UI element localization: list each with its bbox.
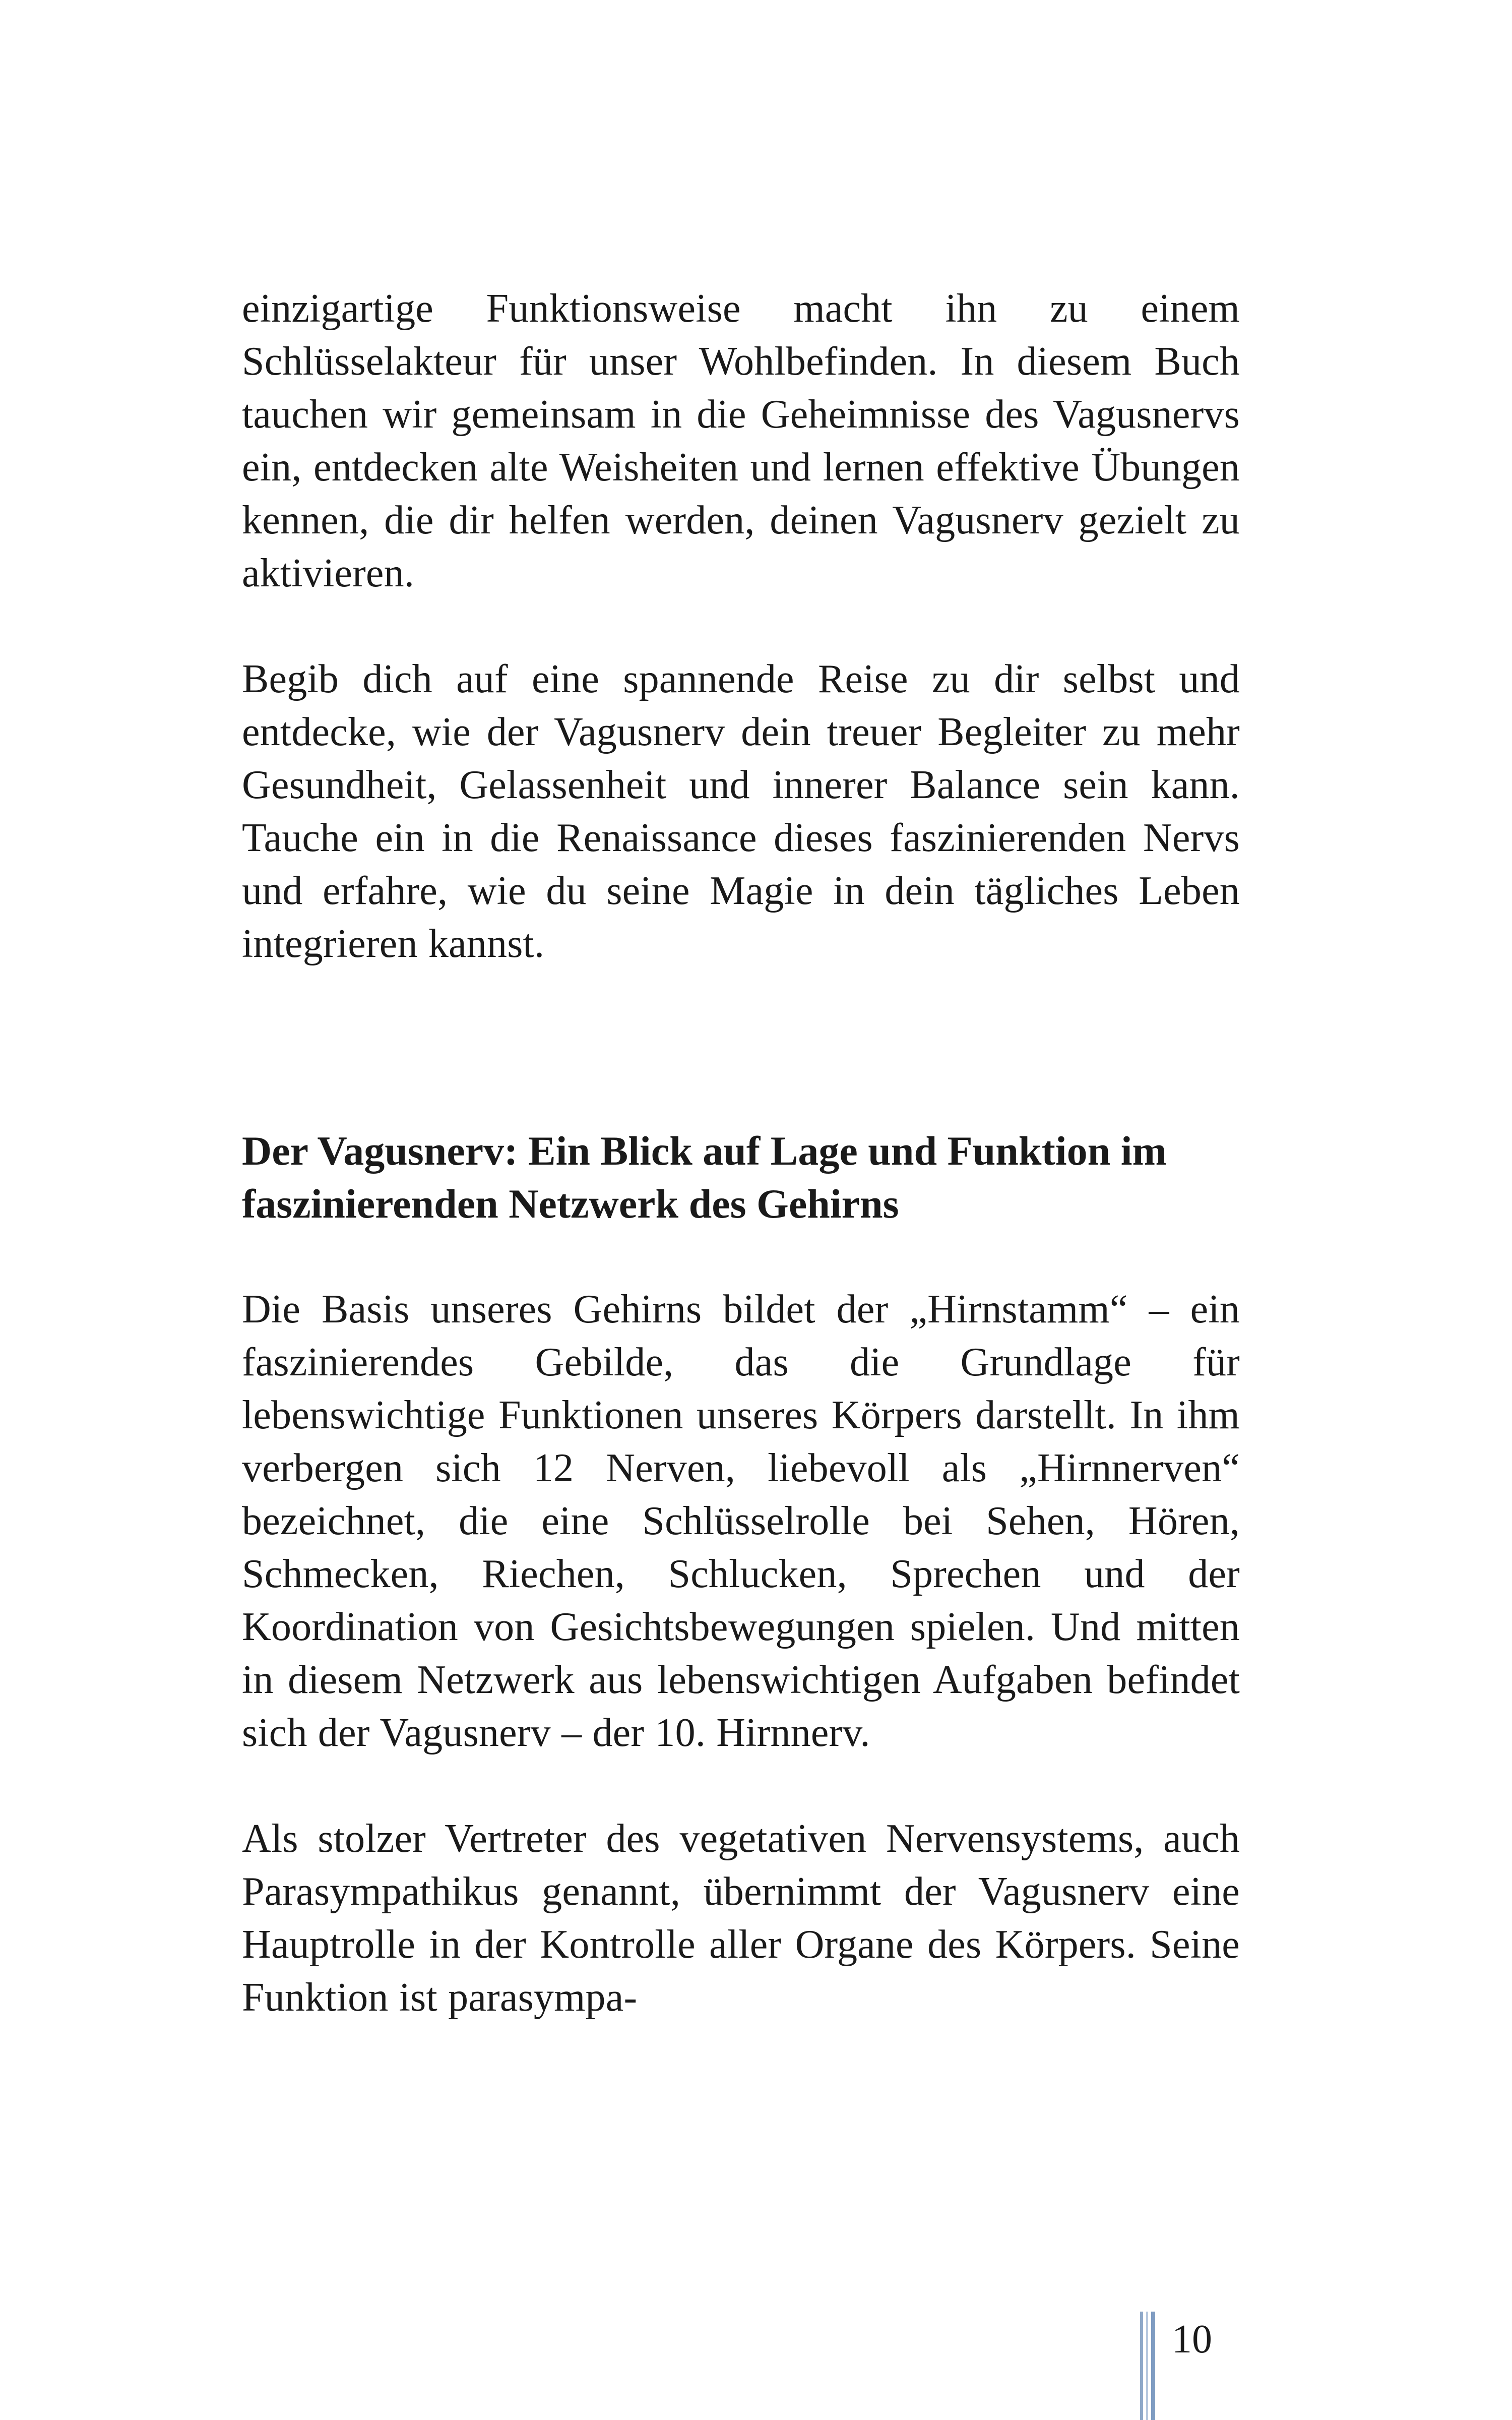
page-number: 10 (1172, 2317, 1212, 2362)
heading-spacer (242, 1230, 1240, 1283)
marker-line (1146, 2312, 1148, 2420)
marker-line (1151, 2312, 1155, 2420)
paragraph-hirnstamm: Die Basis unseres Gehirns bildet der „Hirnstamm“ – ein faszinierendes Gebilde, das die Grundlage für lebenswichtige Funktionen unseres Körpers darstellt. In ihm verbergen sich 12 Nerven, liebevoll als „Hirnnerven“ bezeichnet, die eine Schlüsselrolle bei Sehen, Hören, Schmecken, Riechen, Schlucken, Sprechen und der Koordination von Gesichtsbewegungen spielen. Und mitten in diesem Netzwerk aus lebenswichtigen Aufgaben befindet sich der Vagusnerv – der 10. Hirnnerv. (242, 1287, 1240, 1755)
page-edge-marker (1140, 2312, 1160, 2420)
paragraph-spacer (242, 600, 1240, 653)
paragraph-spacer (242, 1760, 1240, 1812)
paragraph-journey: Begib dich auf eine spannende Reise zu dir selbst und entdecke, wie der Vagusnerv dein treuer Begleiter zu mehr Gesundheit, Gelassenheit und innerer Balance sein kann. Tauche ein in die Renaissance dieses faszinierenden Nervs und erfahre, wie du seine Magie in dein tägliches Leben integrieren kannst. (242, 657, 1240, 966)
paragraph-intro-continuation: einzigartige Funktionsweise macht ihn zu einem Schlüsselakteur für unser Wohlbefinden. In diesem Buch tauchen wir gemeinsam in die Geheimnisse des Vagusnervs ein, entdecken alte Weisheiten und lernen effektive Übungen kennen, die dir helfen werden, deinen Vagusnerv gezielt zu aktivieren. (242, 286, 1240, 595)
marker-line (1140, 2312, 1143, 2420)
page-content (242, 282, 1240, 2024)
section-heading: Der Vagusnerv: Ein Blick auf Lage und Funktion im faszinierenden Netzwerk des Gehirns (242, 1128, 1167, 1227)
section-spacer (242, 971, 1240, 1124)
paragraph-parasympathikus: Als stolzer Vertreter des vegetativen Nervensystems, auch Parasympathikus genannt, übernimmt der Vagusnerv eine Hauptrolle in der Kontrolle aller Organe des Körpers. Seine Funktion ist parasympa- (242, 1817, 1240, 2020)
